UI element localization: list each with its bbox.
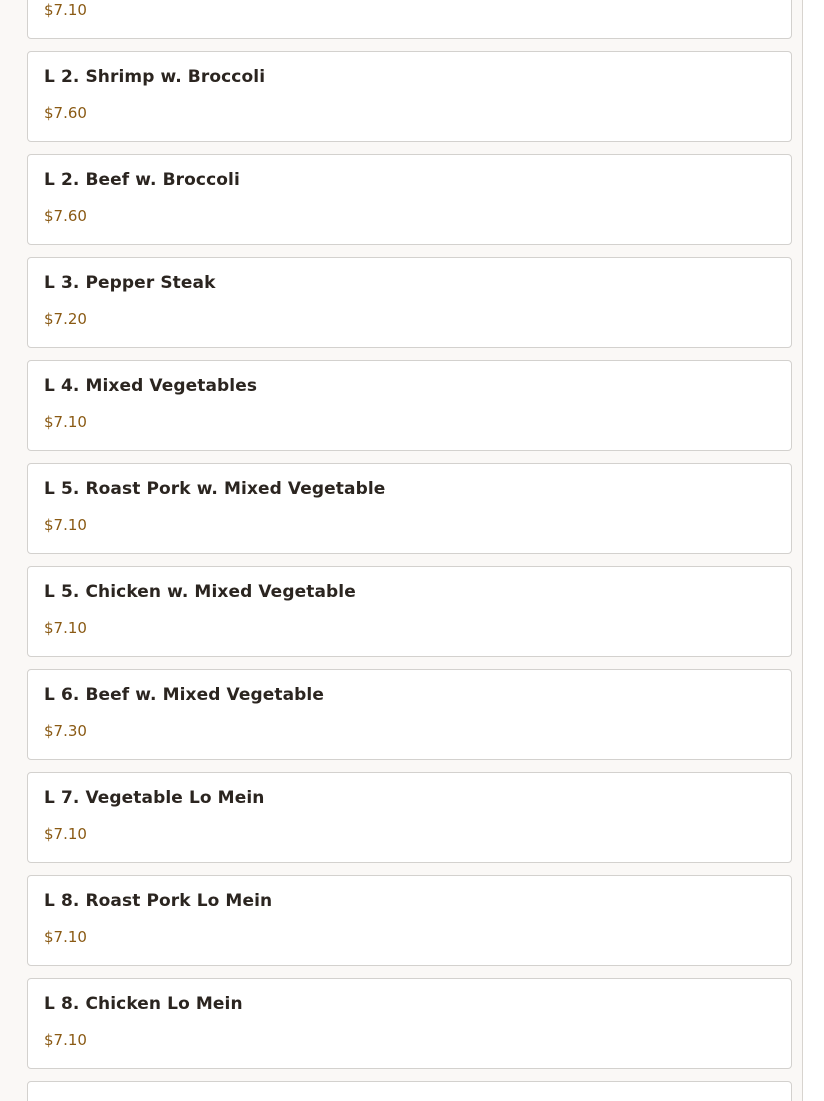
menu-item-card[interactable] bbox=[27, 875, 792, 966]
menu-item-card[interactable] bbox=[27, 463, 792, 554]
menu-item-name: L 8. Chicken Lo Mein bbox=[44, 994, 243, 1014]
menu-item-price: $7.60 bbox=[44, 104, 87, 122]
menu-item-card[interactable] bbox=[27, 360, 792, 451]
menu-item-card[interactable] bbox=[27, 0, 792, 39]
menu-item-price: $7.30 bbox=[44, 722, 87, 740]
menu-item-name: L 6. Beef w. Mixed Vegetable bbox=[44, 685, 324, 705]
menu-item-price: $7.60 bbox=[44, 207, 87, 225]
menu-item-card[interactable] bbox=[27, 772, 792, 863]
menu-item-price: $7.10 bbox=[44, 1031, 87, 1049]
menu-item-price: $7.20 bbox=[44, 310, 87, 328]
menu-item-card[interactable] bbox=[27, 257, 792, 348]
menu-item-price: $7.10 bbox=[44, 1, 87, 19]
menu-item-list bbox=[27, 0, 792, 1101]
menu-item-name: L 8. Roast Pork Lo Mein bbox=[44, 891, 273, 911]
menu-item-card[interactable] bbox=[27, 154, 792, 245]
menu-item-price: $7.10 bbox=[44, 928, 87, 946]
menu-item-name: L 4. Mixed Vegetables bbox=[44, 376, 258, 396]
menu-item-card[interactable] bbox=[27, 978, 792, 1069]
menu-item-name: L 2. Beef w. Broccoli bbox=[44, 170, 240, 190]
menu-item-price: $7.10 bbox=[44, 619, 87, 637]
menu-item-price: $7.10 bbox=[44, 825, 87, 843]
menu-item-card[interactable] bbox=[27, 1081, 792, 1101]
menu-item-name: L 5. Roast Pork w. Mixed Vegetable bbox=[44, 479, 386, 499]
menu-item-card[interactable] bbox=[27, 51, 792, 142]
menu-item-price: $7.10 bbox=[44, 516, 87, 534]
menu-item-name: L 7. Vegetable Lo Mein bbox=[44, 788, 265, 808]
menu-item-card[interactable] bbox=[27, 669, 792, 760]
menu-item-card[interactable] bbox=[27, 566, 792, 657]
menu-item-price: $7.10 bbox=[44, 413, 87, 431]
menu-item-name: L 5. Chicken w. Mixed Vegetable bbox=[44, 582, 356, 602]
menu-item-name: L 3. Pepper Steak bbox=[44, 273, 216, 293]
menu-item-name: L 2. Shrimp w. Broccoli bbox=[44, 67, 266, 87]
